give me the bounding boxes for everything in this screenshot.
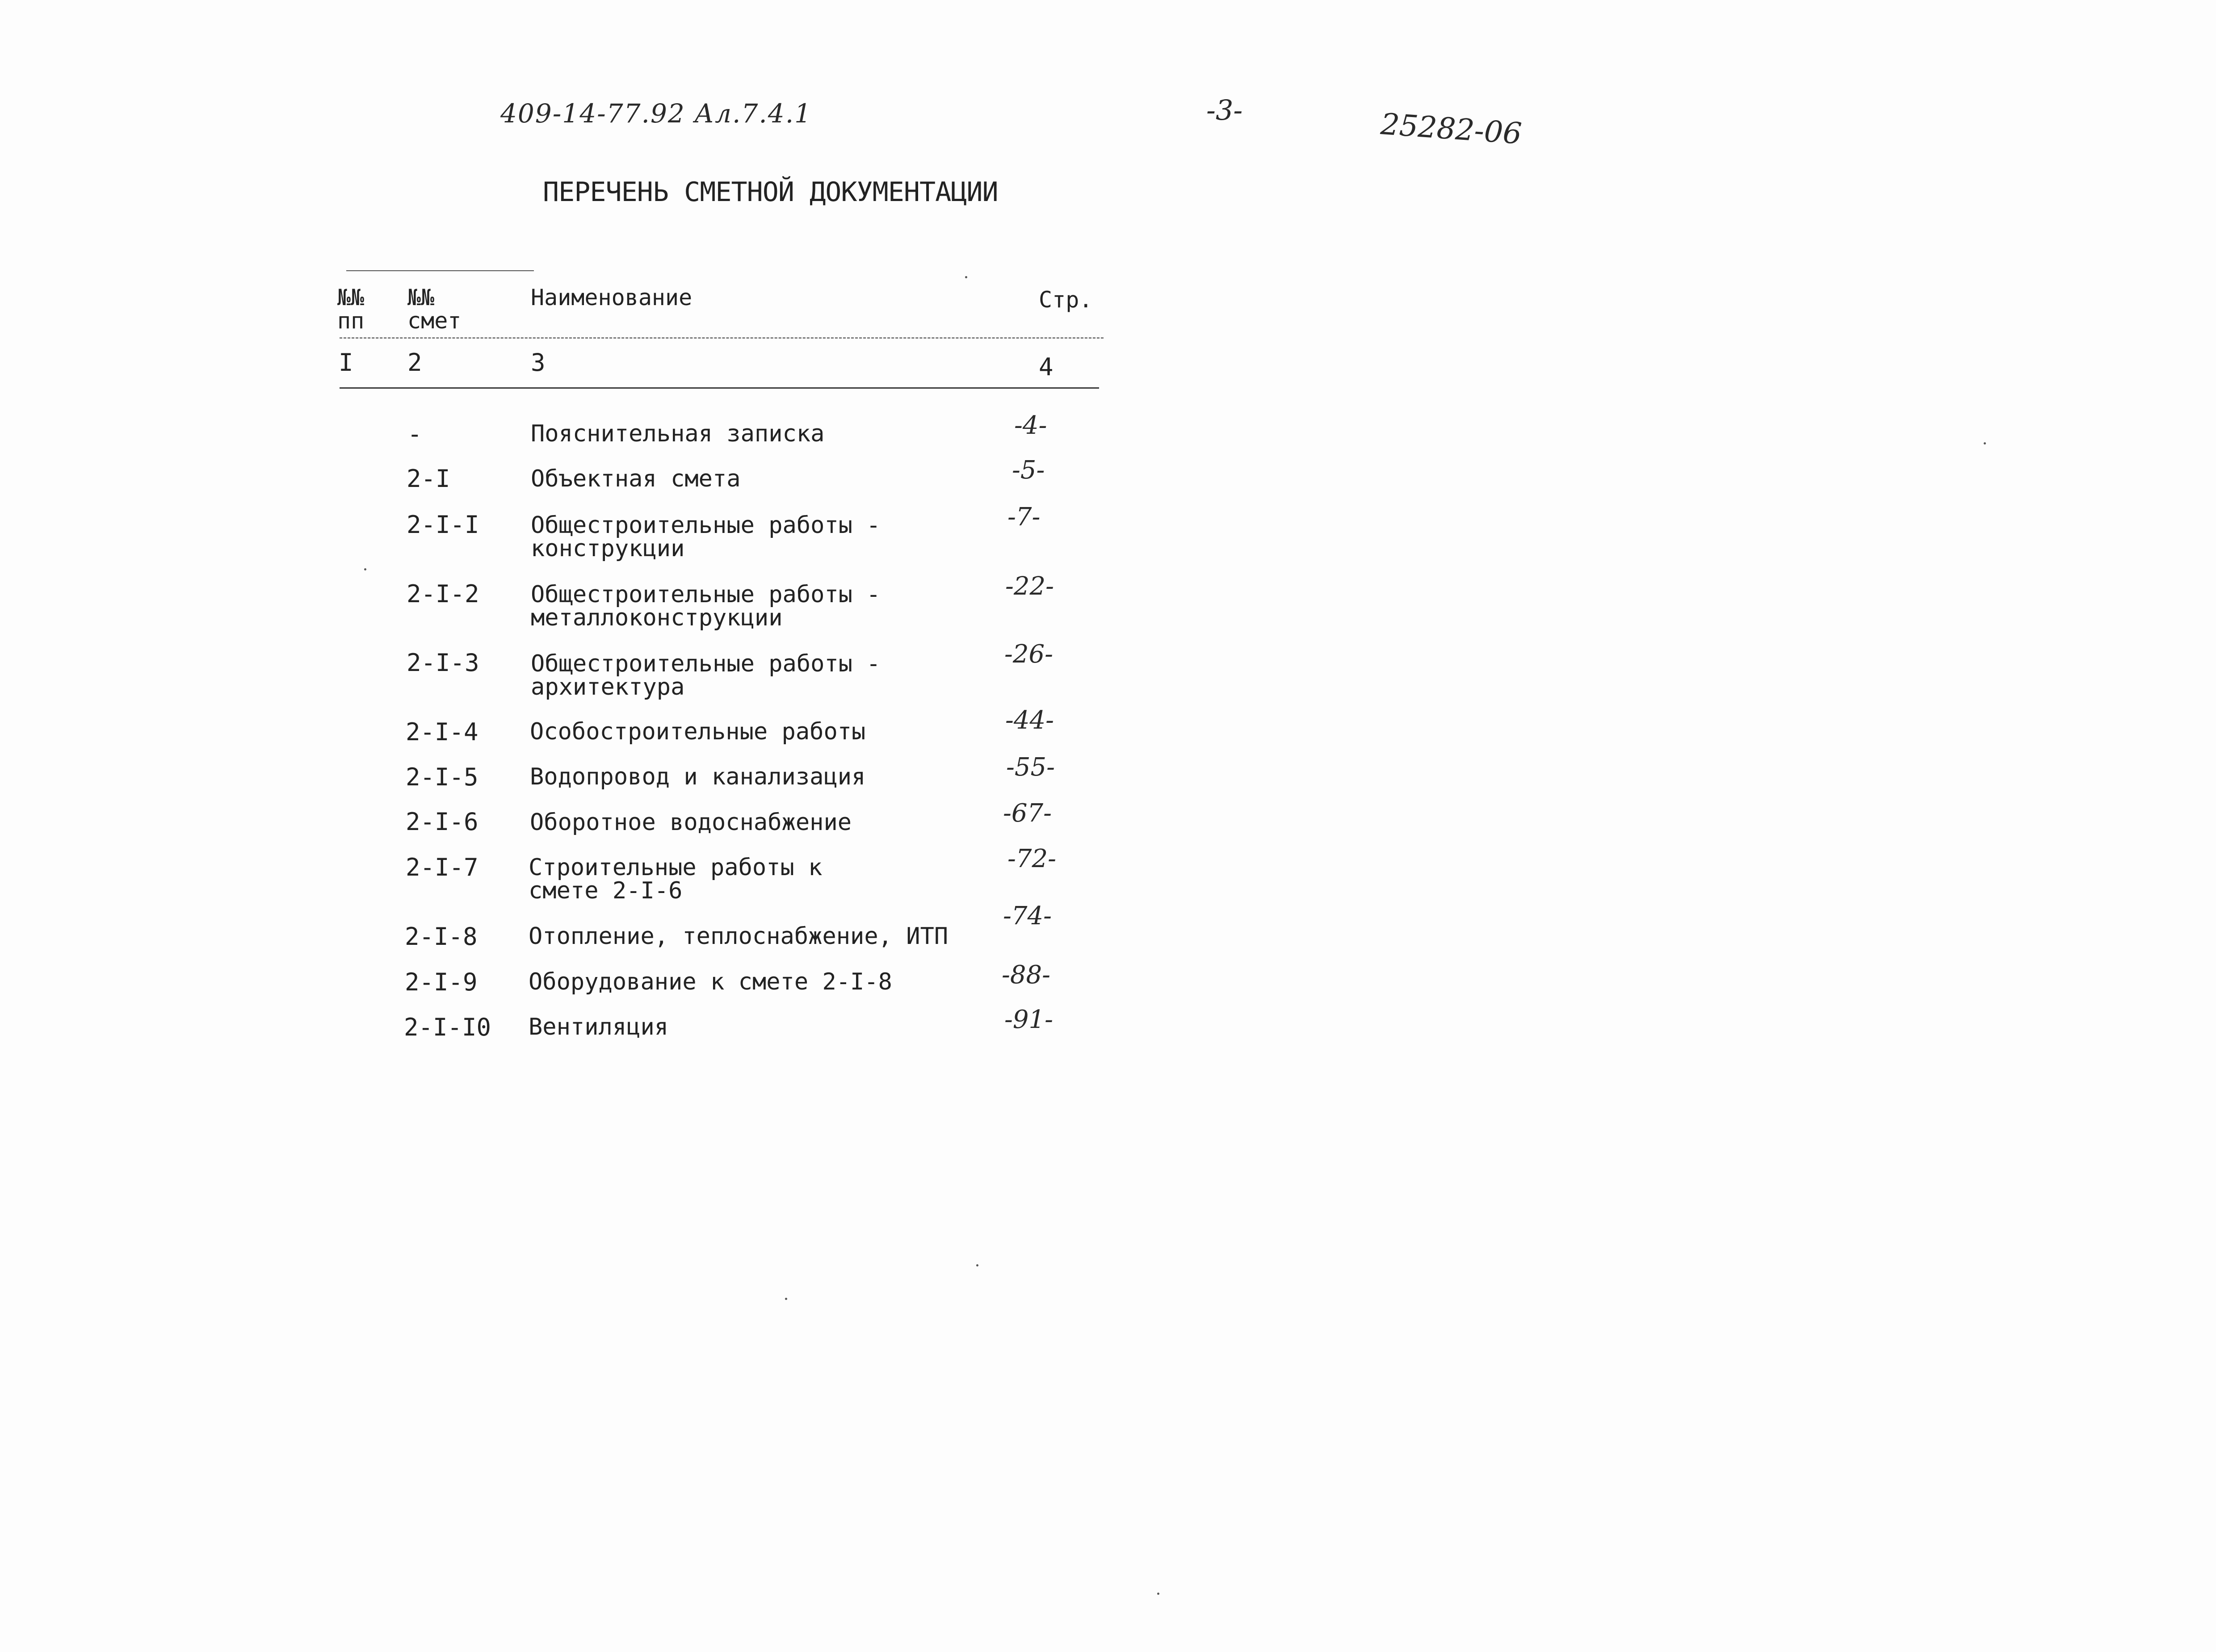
estimate-number: 2-I (407, 465, 450, 493)
header-col-name: Наименование (531, 285, 692, 310)
estimate-page: -5- (1012, 456, 1045, 485)
column-number-1: I (339, 348, 353, 377)
estimate-name: Оборудование к смете 2-I-8 (529, 969, 892, 995)
estimate-page: -91- (1004, 1005, 1053, 1034)
estimate-page: -7- (1007, 503, 1041, 532)
scan-speck (1157, 1593, 1159, 1595)
estimate-number: 2-I-9 (405, 968, 478, 996)
scan-speck (785, 1298, 787, 1300)
scan-speck (1984, 442, 1986, 444)
estimate-page: -4- (1014, 411, 1047, 440)
estimate-number: 2-I-6 (406, 808, 478, 836)
estimate-page: -22- (1005, 572, 1054, 601)
estimate-number: 2-I-8 (405, 922, 478, 951)
scan-speck (364, 568, 366, 570)
header-col-index: №№ пп (337, 285, 365, 334)
header-col-page: Стр. (1039, 287, 1093, 313)
estimate-number: 2-I-I (407, 511, 479, 539)
estimate-number: 2-I-3 (407, 649, 479, 677)
estimate-number: 2-I-I0 (404, 1013, 491, 1041)
estimate-name: Строительные работы к смете 2-I-6 (529, 854, 823, 904)
estimate-number: - (407, 420, 422, 448)
header-separator (340, 337, 1104, 339)
column-number-rule (340, 387, 1099, 389)
estimate-page: -26- (1004, 640, 1053, 669)
estimate-name: Общестроительные работы - конструкции (531, 512, 881, 562)
estimate-number: 2-I-4 (406, 718, 478, 746)
column-number-3: 3 (531, 348, 546, 377)
scan-speck (976, 1264, 978, 1266)
estimate-page: -55- (1006, 753, 1055, 782)
table-top-rule (346, 270, 534, 271)
estimate-name: Общестроительные работы - металлоконструкции (531, 581, 881, 631)
estimate-page: -88- (1002, 960, 1051, 990)
estimate-number: 2-I-7 (406, 853, 478, 881)
estimate-name: Общестроительные работы - архитектура (531, 650, 881, 700)
estimate-name: Вентиляция (529, 1014, 669, 1040)
estimate-name: Водопровод и канализация (530, 763, 866, 790)
column-number-4: 4 (1039, 353, 1053, 381)
estimate-name: Оборотное водоснабжение (530, 809, 852, 836)
scan-speck (965, 276, 967, 278)
estimate-number: 2-I-5 (406, 763, 478, 791)
document-code: 409-14-77.92 Ал.7.4.1 (500, 98, 812, 129)
header-col-estimate-number: №№ смет (407, 285, 462, 334)
estimate-name: Особостроительные работы (530, 718, 866, 745)
estimate-name: Объектная смета (531, 465, 741, 492)
estimate-name: Пояснительная записка (531, 420, 825, 447)
archive-number: 25282-06 (1379, 107, 1523, 151)
column-number-2: 2 (407, 348, 422, 377)
estimate-page: -44- (1005, 706, 1054, 735)
page-number: -3- (1206, 94, 1243, 126)
document-title: ПЕРЕЧЕНЬ СМЕТНОЙ ДОКУМЕНТАЦИИ (543, 176, 998, 208)
estimate-page: -67- (1003, 799, 1052, 828)
estimate-page: -74- (1003, 901, 1052, 931)
estimate-name: Отопление, теплоснабжение, ИТП (529, 923, 949, 950)
estimate-page: -72- (1007, 844, 1057, 873)
estimate-number: 2-I-2 (407, 580, 479, 608)
